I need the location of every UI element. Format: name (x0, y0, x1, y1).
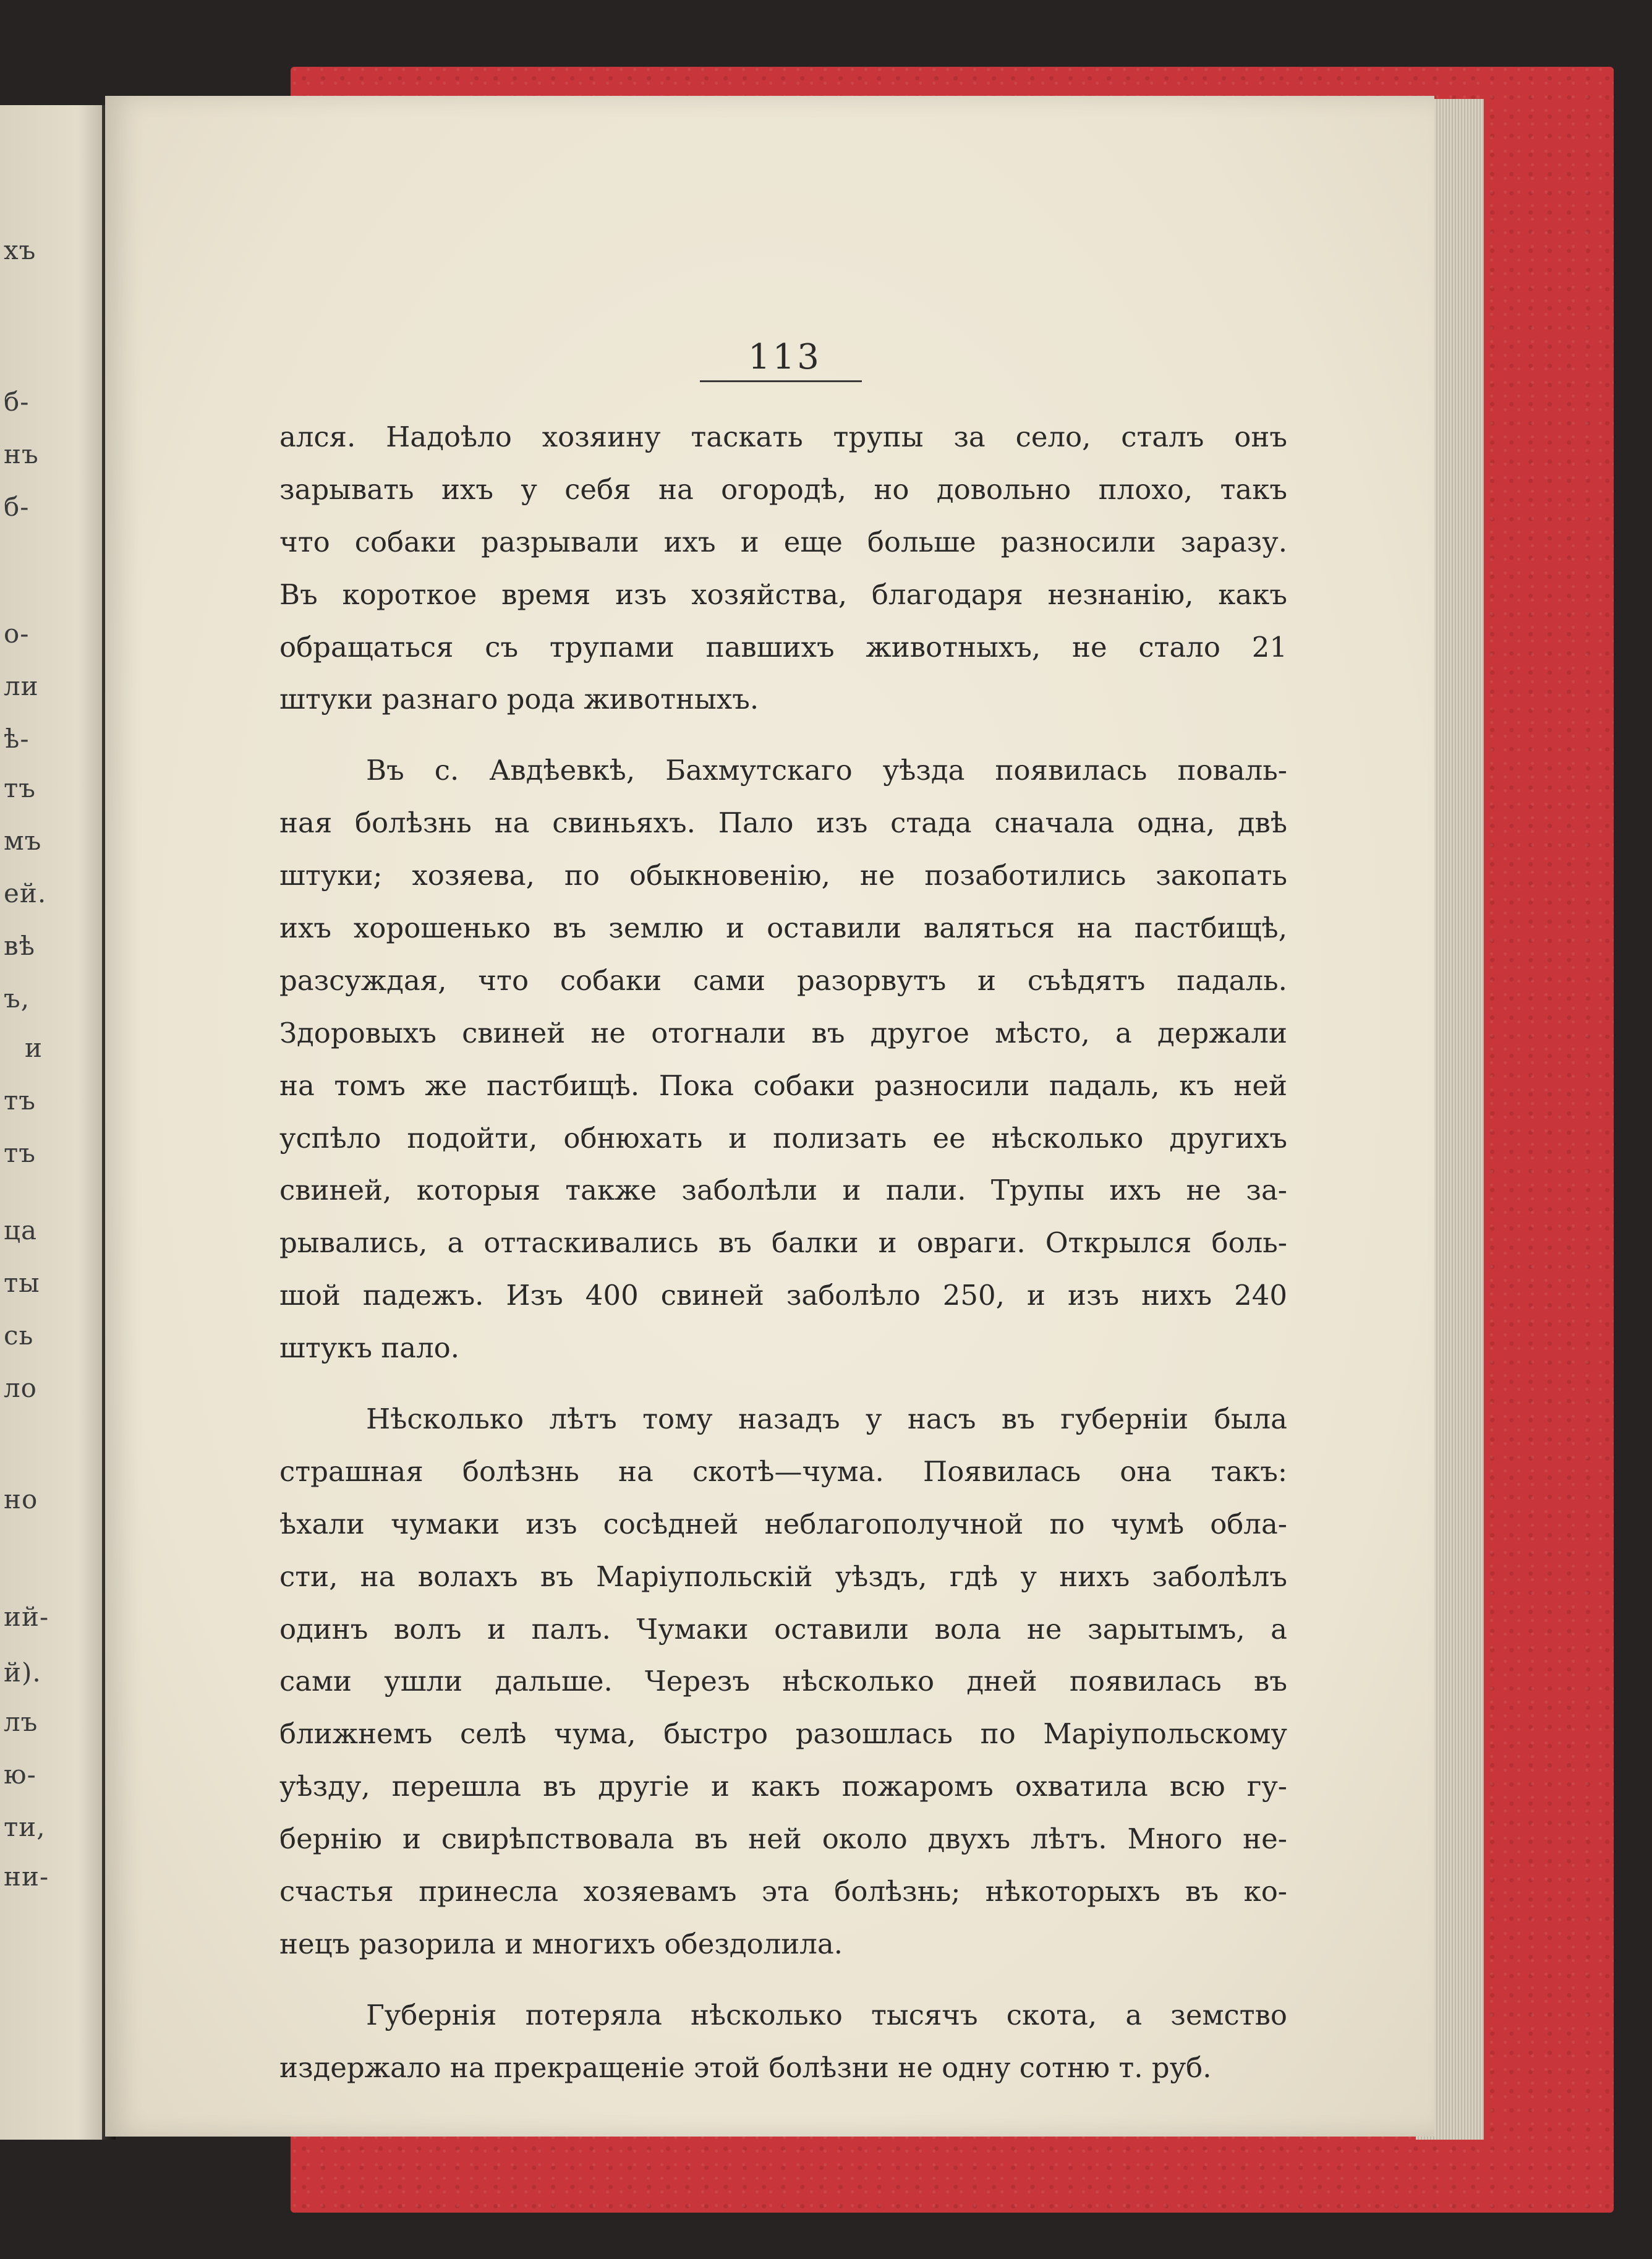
text-line: ная болѣзнь на свиньяхъ. Пало изъ стада сначала одна, двѣ (279, 806, 1287, 840)
previous-page-fragment: хъ (4, 235, 36, 265)
previous-page-fragment: тъ (4, 1138, 36, 1168)
previous-page-fragment: и (25, 1033, 43, 1063)
previous-page-fragment: лъ (4, 1707, 38, 1737)
text-line: штуки; хозяева, по обыкновенію, не позаботились закопать (279, 859, 1287, 892)
previous-page-fragment: мъ (4, 826, 42, 856)
text-line: Губернія потеряла нѣсколько тысячъ скота, а земство (366, 1998, 1287, 2031)
text-line: одинъ волъ и палъ. Чумаки оставили вола не зарытымъ, а (279, 1612, 1287, 1646)
text-line: ихъ хорошенько въ землю и оставили валяться на пастбищѣ, (279, 912, 1287, 945)
text-line: нецъ разорила и многихъ обездолила. (279, 1927, 843, 1960)
previous-page-fragment: б- (4, 492, 30, 522)
previous-page-fragment: ли (4, 671, 39, 701)
paragraph (279, 1989, 1287, 2095)
previous-page-fragment: ти, (4, 1812, 46, 1842)
text-line: что собаки разрывали ихъ и еще больше разносили заразу. (279, 525, 1287, 558)
text-line: ближнемъ селѣ чума, быстро разошлась по Маріупольскому (279, 1717, 1287, 1751)
text-line: ался. Надоѣло хозяину таскать трупы за село, сталъ онъ (279, 421, 1287, 453)
text-line: разсуждая, что собаки сами разорвутъ и съѣдятъ падаль. (279, 963, 1287, 997)
text-line: Нѣсколько лѣтъ тому назадъ у насъ въ губерніи была (366, 1403, 1287, 1436)
page-number: 113 (748, 337, 822, 377)
text-line: сами ушли дальше. Черезъ нѣсколько дней появилась въ (279, 1665, 1287, 1698)
text-line: уѣзду, перешла въ другіе и какъ пожаромъ охватила всю гу- (279, 1770, 1287, 1803)
text-line: зарывать ихъ у себя на огородѣ, но довольно плохо, такъ (279, 472, 1287, 506)
text-line: Въ с. Авдѣевкѣ, Бахмутскаго уѣзда появилась поваль- (366, 754, 1287, 787)
previous-page-fragment: о- (4, 618, 30, 649)
previous-page-fragment: ей. (4, 878, 47, 908)
page-body-text (279, 411, 1287, 2095)
text-line: издержало на прекращеніе этой болѣзни не одну сотню т. руб. (279, 2051, 1212, 2084)
text-line: счастья принесла хозяевамъ эта болѣзнь; нѣкоторыхъ въ ко- (279, 1875, 1287, 1908)
previous-page-fragment: ло (4, 1373, 37, 1403)
text-line: успѣло подойти, обнюхать и полизать ее нѣсколько другихъ (279, 1121, 1287, 1155)
page-number-rule (700, 380, 862, 382)
previous-page-fragment: ий- (4, 1602, 49, 1632)
previous-page-fragment: ю- (4, 1759, 36, 1790)
text-line: обращаться съ трупами павшихъ животныхъ, не стало 21 (279, 630, 1287, 664)
previous-page-fragment: ца (4, 1215, 38, 1245)
paragraph (279, 745, 1287, 1375)
text-line: страшная болѣзнь на скотѣ—чума. Появилась она такъ: (279, 1454, 1287, 1488)
previous-page-fragment: вѣ (4, 931, 35, 961)
book-page (105, 96, 1434, 2137)
text-line: штукъ пало. (279, 1331, 460, 1365)
previous-page-fragment: ъ, (4, 983, 30, 1014)
previous-page-fragment: б- (4, 386, 30, 417)
previous-page-fragment: ты (4, 1268, 40, 1298)
paragraph (279, 1393, 1287, 1971)
previous-page-fragment: нъ (4, 439, 39, 469)
previous-page-fragment: сь (4, 1320, 34, 1351)
previous-page-fragment: ни- (4, 1861, 49, 1892)
previous-page-fragment: ѣ- (4, 724, 30, 754)
previous-page-fragment: й). (4, 1657, 41, 1688)
text-line: на томъ же пастбищѣ. Пока собаки разносили падаль, къ ней (279, 1069, 1287, 1102)
text-line: Въ короткое время изъ хозяйства, благодаря незнанію, какъ (279, 578, 1287, 611)
previous-page-edge (0, 105, 111, 2140)
text-line: бернію и свирѣпствовала въ ней около двухъ лѣтъ. Много не- (279, 1822, 1287, 1856)
previous-page-fragment: тъ (4, 1085, 36, 1116)
previous-page-fragment: тъ (4, 773, 36, 803)
text-line: штуки разнаго рода животныхъ. (279, 683, 759, 716)
text-line: шой падежъ. Изъ 400 свиней заболѣло 250, и изъ нихъ 240 (279, 1279, 1287, 1312)
text-line: Здоровыхъ свиней не отогнали въ другое мѣсто, а держали (279, 1016, 1287, 1049)
text-line: рывались, а оттаскивались въ балки и овраги. Открылся боль- (279, 1226, 1287, 1260)
paragraph (279, 411, 1287, 726)
text-line: сти, на волахъ въ Маріупольскій уѣздъ, гдѣ у нихъ заболѣлъ (279, 1560, 1287, 1593)
previous-page-fragment: но (4, 1484, 38, 1514)
text-line: ѣхали чумаки изъ сосѣдней неблагополучной по чумѣ обла- (279, 1507, 1287, 1540)
text-line: свиней, которыя также заболѣли и пали. Трупы ихъ не за- (279, 1174, 1287, 1207)
